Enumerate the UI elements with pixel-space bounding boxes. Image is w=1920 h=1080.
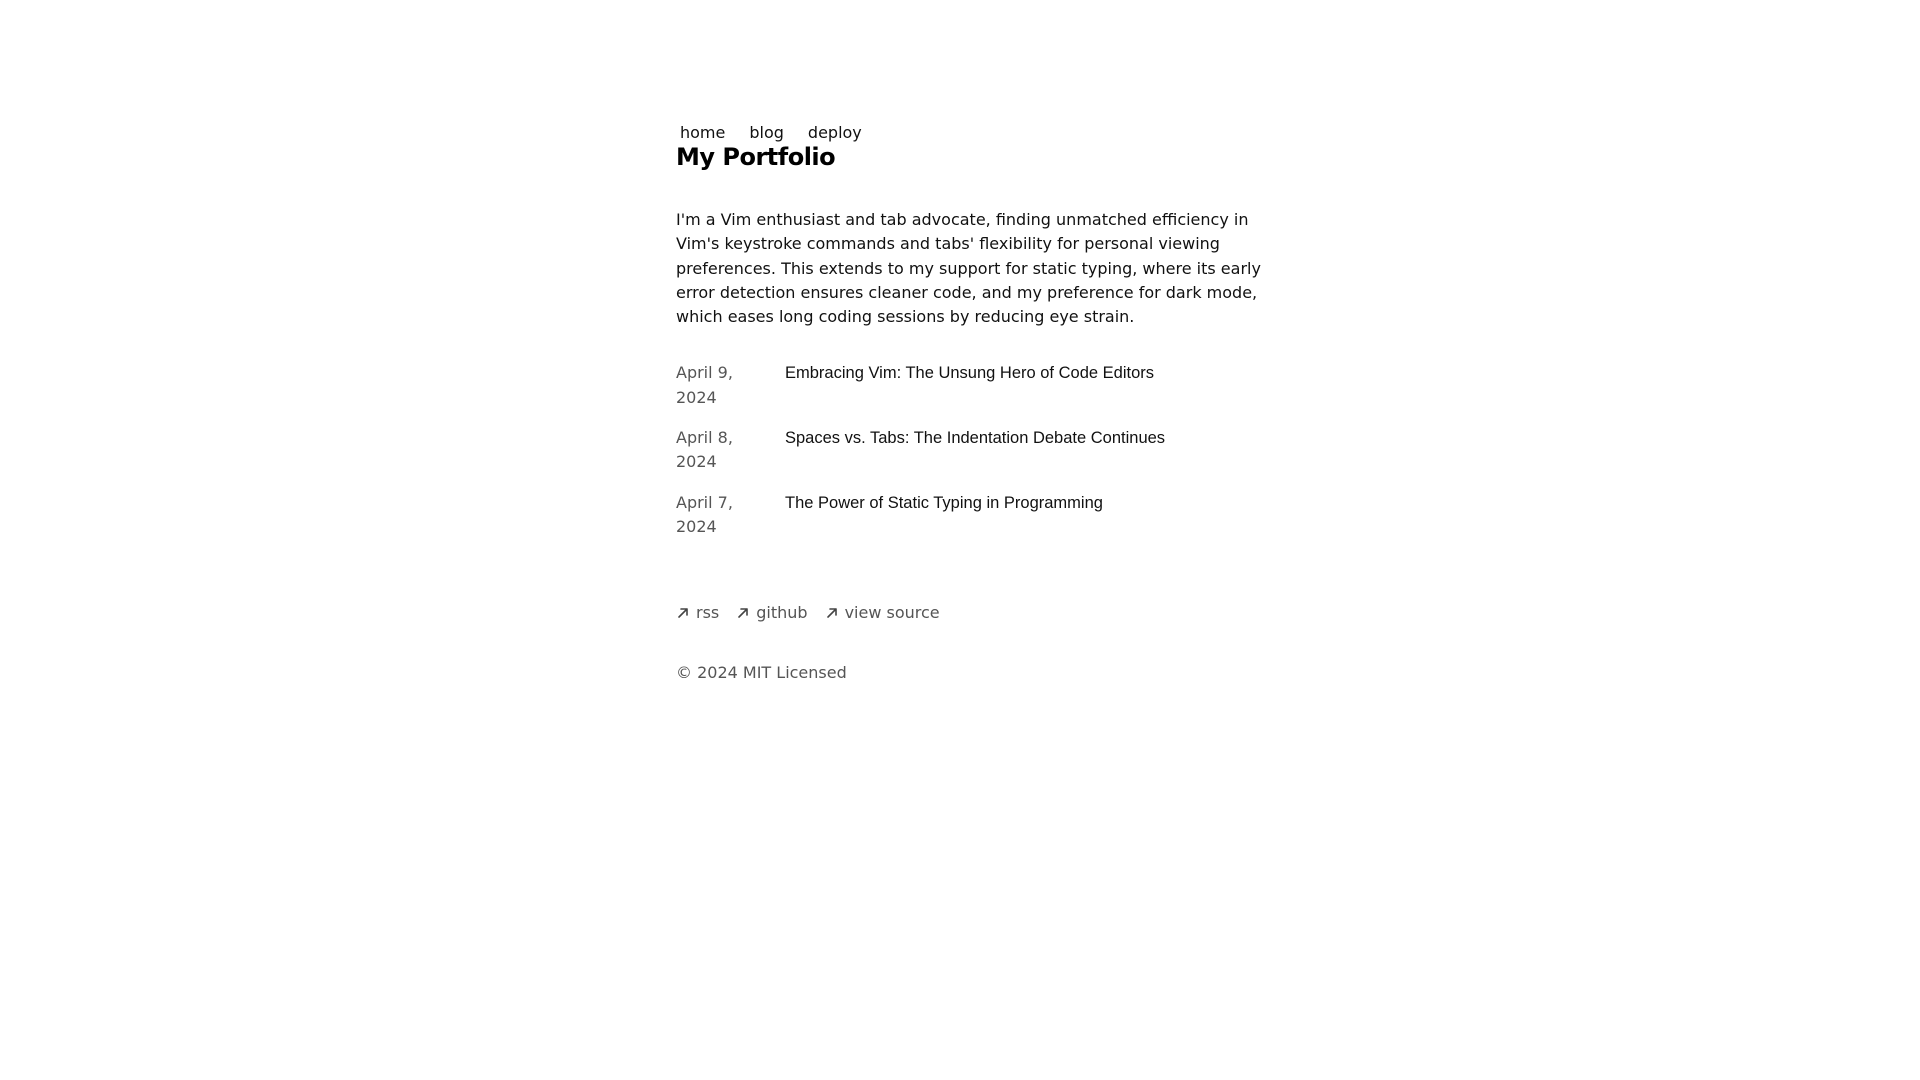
post-date: April 7, 2024	[676, 492, 733, 536]
post-item[interactable]	[676, 361, 1276, 410]
post-title-link[interactable]: Embracing Vim: The Unsung Hero of Code Editors	[785, 364, 1154, 383]
post-item[interactable]	[676, 491, 1276, 540]
arrow-up-right-icon	[676, 606, 690, 620]
arrow-up-right-icon	[736, 606, 750, 620]
footer-copyright: © 2024 MIT Licensed	[676, 663, 847, 683]
bio-paragraph: I'm a Vim enthusiast and tab advocate, finding unmatched efficiency in Vim's keystroke commands and tabs' flexibility for personal viewing preferences. This extends to my support for static typing, where its early error detection ensures cleaner code, and my preference for dark mode, which eases long coding sessions by reducing eye strain.	[676, 210, 1261, 327]
post-item[interactable]	[676, 426, 1276, 475]
post-title-link[interactable]: Spaces vs. Tabs: The Indentation Debate Continues	[785, 429, 1166, 448]
external-links	[676, 601, 1276, 625]
view-source-link-label: view source	[844, 603, 940, 623]
page-title: My Portfolio	[676, 143, 836, 171]
rss-link[interactable]	[676, 601, 719, 625]
github-link-label: github	[756, 603, 808, 623]
post-list	[676, 361, 1276, 539]
post-date: April 8, 2024	[676, 428, 733, 472]
github-link[interactable]	[736, 601, 807, 625]
arrow-up-right-icon	[825, 606, 839, 620]
post-date: April 9, 2024	[676, 363, 733, 407]
nav-link-deploy[interactable]: deploy	[807, 123, 862, 142]
page-container	[676, 120, 1276, 685]
view-source-link[interactable]	[825, 601, 940, 625]
rss-link-label: rss	[696, 603, 720, 623]
nav-link-home[interactable]: home	[680, 123, 726, 142]
post-title-link[interactable]: The Power of Static Typing in Programming	[785, 493, 1103, 512]
nav-link-blog[interactable]: blog	[749, 123, 784, 142]
